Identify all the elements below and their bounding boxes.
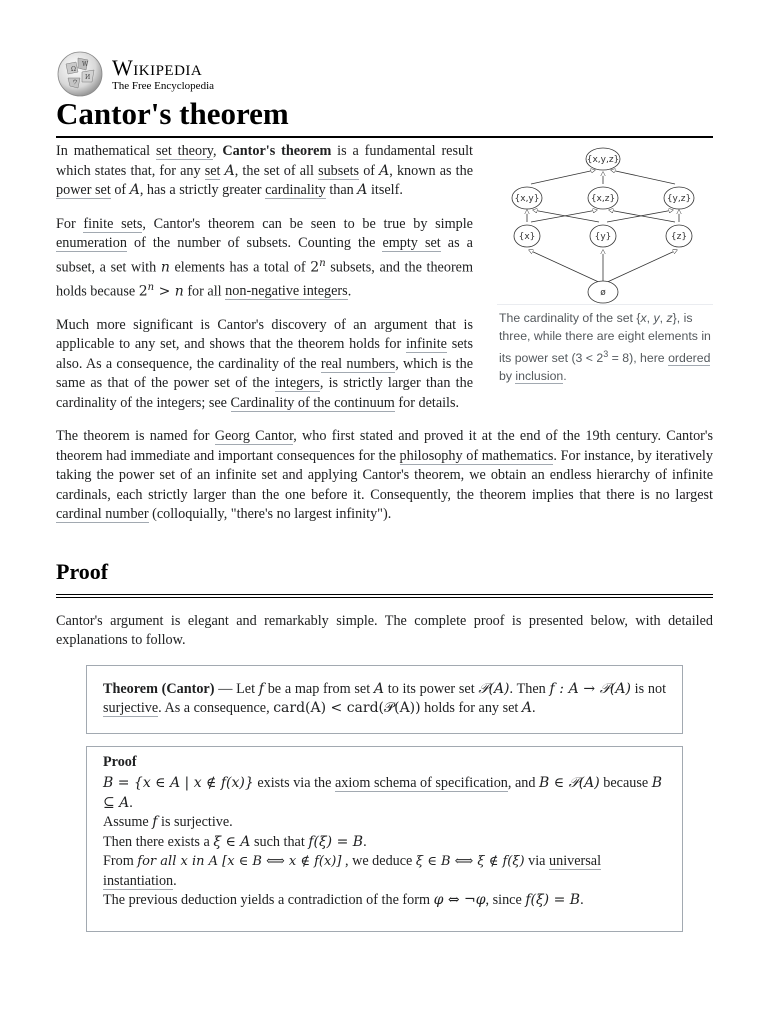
theorem-box xyxy=(86,665,683,734)
proof-line-4: From for all x in A [x ∈ B ⟺ x ∉ f(x)] , we deduce ξ ∈ B ⟺ ξ ∉ f(ξ) via universal instantiation. xyxy=(103,853,602,889)
link-power-set[interactable]: power set xyxy=(56,182,111,198)
section-heading-proof: Proof xyxy=(56,557,713,598)
svg-text:W: W xyxy=(82,61,89,68)
node-empty: ø xyxy=(600,288,606,298)
node-y: {y} xyxy=(594,232,612,242)
brand-subtitle: The Free Encyclopedia xyxy=(112,79,215,92)
intro-paragraph-3: Much more significant is Cantor's discovery of an argument that is applicable to any set, and shows that the theorem holds for infinite sets also. As a consequence, the cardinality of the real numbers, which is the same as that of the power set of the integers, is strictly larger than the cardinality of the integers; see Cardinality of the continuum for details. xyxy=(56,316,473,411)
link-enumeration[interactable]: enumeration xyxy=(56,235,127,251)
intro-paragraph-1: In mathematical set theory, Cantor's theorem is a fundamental result which states that, for any set A, the set of all subsets of A, known as the power set of A, has a strictly greater cardinality than A itself. xyxy=(56,143,474,198)
link-integers[interactable]: integers xyxy=(274,375,320,392)
link-non-negative-integers[interactable]: non-negative integers xyxy=(225,283,348,300)
link-cardinality[interactable]: cardinality xyxy=(265,182,326,198)
link-cardinal-number[interactable]: cardinal number xyxy=(56,506,149,523)
node-xz: {x,z} xyxy=(590,194,616,204)
proof-intro: Cantor's argument is elegant and remarkably simple. The complete proof is presented below, with detailed explanations to follow. xyxy=(56,612,713,649)
link-axiom-schema-of-specification[interactable]: axiom schema of specification xyxy=(334,775,508,792)
article-content xyxy=(56,142,713,944)
proof-label: Proof xyxy=(103,753,137,770)
link-set-theory[interactable]: set theory xyxy=(156,143,213,159)
link-real-numbers[interactable]: real numbers xyxy=(320,355,396,372)
intro-paragraph-4: The theorem is named for Georg Cantor, who first stated and proved it at the end of the 19th century. Cantor's theorem had immediate and important consequences for the philosophy of mathematics. For instance, by iteratively taking the power set of an infinite set and applying Cantor's theorem, we obtain an endless hierarchy of infinite cardinals, each strictly larger than the one before it. Consequently, the theorem implies that there is no largest cardinal number (colloquially, "there's no largest infinity"). xyxy=(56,428,713,523)
node-xy: {x,y} xyxy=(514,194,540,204)
svg-text:Ω: Ω xyxy=(71,66,76,73)
svg-text:ウ: ウ xyxy=(72,79,79,86)
link-surjective[interactable]: surjective xyxy=(103,700,159,717)
link-subsets[interactable]: subsets xyxy=(318,162,360,179)
proof-line-2: Assume f is surjective. xyxy=(103,814,233,831)
figure xyxy=(497,142,713,385)
proof-line-3: Then there exists a ξ ∈ A such that f(ξ) = B. xyxy=(103,833,367,850)
node-xyz: {x,y,z} xyxy=(586,155,620,165)
node-yz: {y,z} xyxy=(666,194,692,204)
svg-text:И: И xyxy=(85,74,91,81)
node-z: {z} xyxy=(670,232,688,242)
intro-paragraph-2: For finite sets, Cantor's theorem can be seen to be true by simple enumeration of the number of subsets. Counting the empty set as a subset, a set with n elements has a total of 2$^n$ subsets, and the theorem holds because $2^n > n$ for all non-negative integers. xyxy=(56,215,474,300)
power-set-lattice-diagram xyxy=(497,142,713,304)
proof-line-5: The previous deduction yields a contradiction of the form φ ⇔ ¬φ, since f(ξ) = B. xyxy=(103,892,584,909)
node-x: {x} xyxy=(518,232,536,242)
link-cardinality-of-the-continuum[interactable]: Cardinality of the continuum xyxy=(230,394,395,411)
link-inclusion[interactable]: inclusion xyxy=(515,369,564,384)
link-infinite[interactable]: infinite xyxy=(405,336,447,353)
proof-line-1: B = {x ∈ A | x ∉ f(x)} exists via the axiom schema of specification, and B ∈ 𝒫(A) because B ⊆ A. xyxy=(103,775,663,811)
wikipedia-brand[interactable] xyxy=(56,52,214,96)
theorem-statement: Theorem (Cantor) — Let f be a map from set A to its power set 𝒫(A). Then f : A → 𝒫(A) is not surjective. As a consequence, card(A) < card(𝒫(A)) holds for any set A. xyxy=(103,680,667,717)
link-ordered[interactable]: ordered xyxy=(668,351,711,366)
page-title: Cantor's theorem xyxy=(56,94,713,138)
link-set[interactable]: set xyxy=(204,162,221,179)
wikipedia-globe-icon xyxy=(56,50,104,98)
figure-caption: The cardinality of the set {x, y, z}, is three, while there are eight elements in its power set $(3 < 2^3 = 8)$, here ordered by inclusion. xyxy=(497,304,713,385)
link-finite-sets[interactable]: finite sets xyxy=(83,215,143,232)
brand-title: Wikipedia xyxy=(112,54,203,80)
link-georg-cantor[interactable]: Georg Cantor xyxy=(214,428,294,445)
link-empty-set[interactable]: empty set xyxy=(382,235,441,251)
link-philosophy-of-mathematics[interactable]: philosophy of mathematics xyxy=(399,447,554,464)
link-universal-instantiation[interactable]: universal instantiation xyxy=(103,853,602,889)
proof-box xyxy=(86,746,683,932)
